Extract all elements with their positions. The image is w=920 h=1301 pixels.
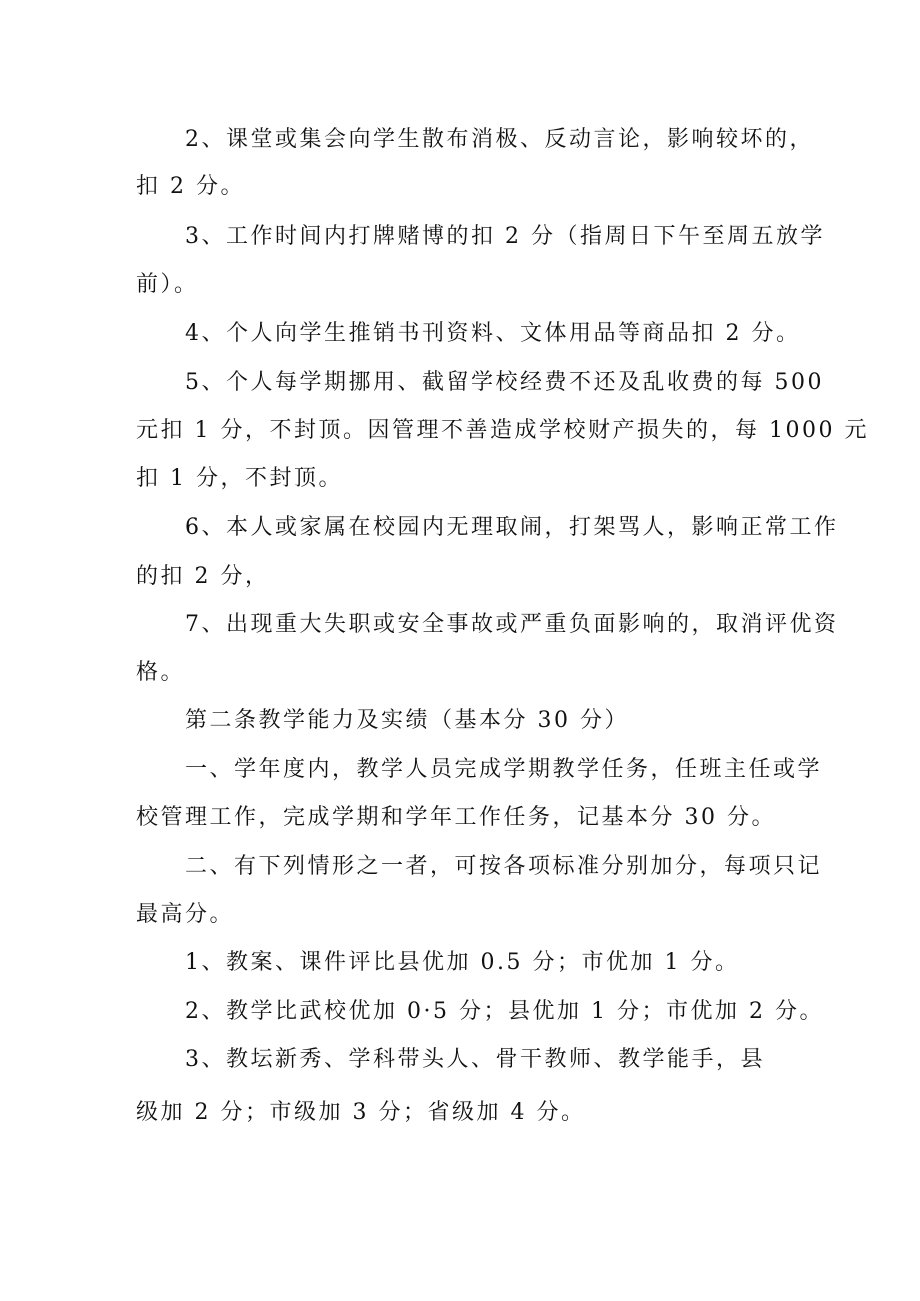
paragraph-line: 前）。 (136, 272, 199, 297)
paragraph-line: 1、教案、课件评比县优加 0.5 分；市优加 1 分。 (185, 950, 740, 975)
paragraph-line: 二、有下列情形之一者，可按各项标准分别加分，每项只记 (185, 854, 823, 879)
paragraph-line: 元扣 1 分，不封顶。因管理不善造成学校财产损失的，每 1000 元 (136, 418, 869, 443)
paragraph-line: 扣 1 分，不封顶。 (136, 466, 343, 491)
paragraph-line: 格。 (136, 660, 186, 685)
paragraph-line: 5、个人每学期挪用、截留学校经费不还及乱收费的每 500 (185, 370, 824, 395)
paragraph-line: 4、个人向学生推销书刊资料、文体用品等商品扣 2 分。 (185, 321, 801, 346)
paragraph-line: 3、教坛新秀、学科带头人、骨干教师、教学能手，县 (185, 1047, 765, 1072)
paragraph-line: 6、本人或家属在校园内无理取闹，打架骂人，影响正常工作 (185, 515, 839, 540)
paragraph-line: 的扣 2 分， (136, 564, 270, 589)
paragraph-line: 级加 2 分；市级加 3 分；省级加 4 分。 (136, 1100, 586, 1125)
paragraph-line: 3、工作时间内打牌赌博的扣 2 分（指周日下午至周五放学 (185, 224, 825, 249)
section-heading: 第二条教学能力及实绩（基本分 30 分） (185, 708, 629, 733)
paragraph-line: 最高分。 (136, 902, 235, 927)
paragraph-line: 一、学年度内，教学人员完成学期教学任务，任班主任或学 (185, 757, 823, 782)
paragraph-line: 校管理工作，完成学期和学年工作任务，记基本分 30 分。 (136, 805, 776, 830)
paragraph-line: 7、出现重大失职或安全事故或严重负面影响的，取消评优资 (185, 612, 839, 637)
paragraph-line: 扣 2 分。 (136, 174, 245, 199)
paragraph-line: 2、课堂或集会向学生散布消极、反动言论，影响较坏的， (185, 127, 814, 152)
paragraph-line: 2、教学比武校优加 0·5 分；县优加 1 分；市优加 2 分。 (185, 999, 824, 1024)
